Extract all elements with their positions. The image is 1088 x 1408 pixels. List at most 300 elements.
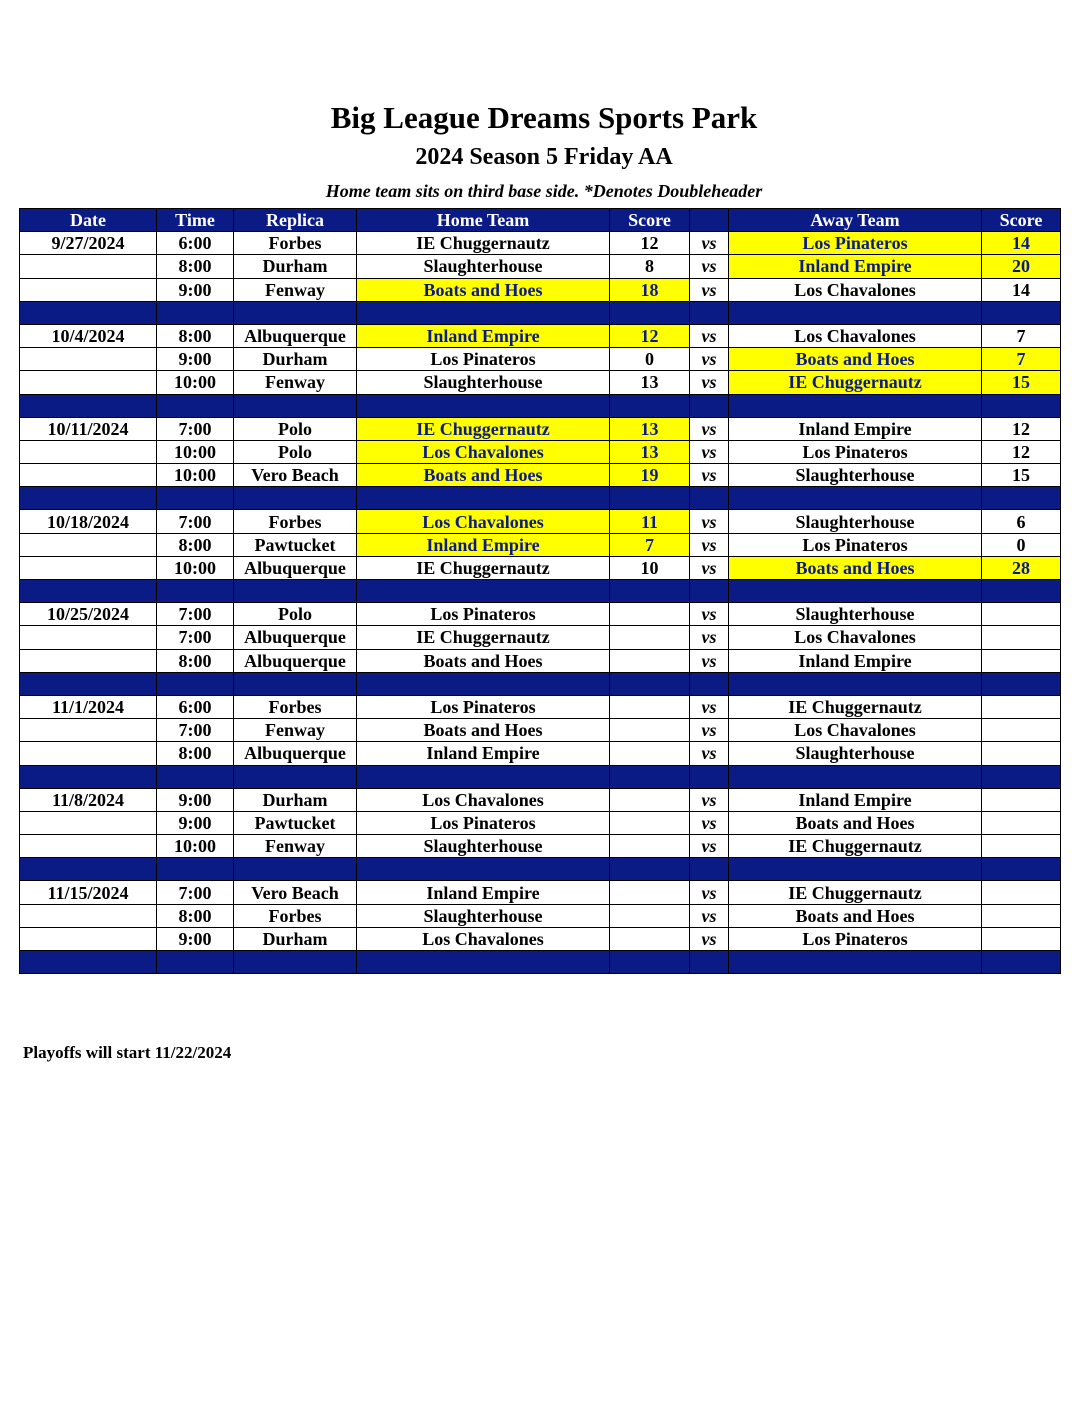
- game-row: [20, 649, 1061, 672]
- separator-cell: [157, 765, 234, 788]
- home-score: 7: [610, 533, 690, 556]
- separator-cell: [157, 672, 234, 695]
- home-score: 13: [610, 440, 690, 463]
- game-date: [20, 556, 157, 579]
- separator-cell: [690, 765, 729, 788]
- game-date: 11/8/2024: [20, 788, 157, 811]
- game-time: 7:00: [157, 417, 234, 440]
- column-header-time: Time: [157, 209, 234, 232]
- away-team: Los Pinateros: [729, 927, 982, 950]
- game-row: [20, 603, 1061, 626]
- separator-cell: [610, 951, 690, 974]
- game-date: 9/27/2024: [20, 232, 157, 255]
- vs-label: vs: [690, 232, 729, 255]
- separator-cell: [20, 858, 157, 881]
- week-separator-row: [20, 301, 1061, 324]
- home-score: 11: [610, 510, 690, 533]
- away-team: IE Chuggernautz: [729, 835, 982, 858]
- game-date: [20, 278, 157, 301]
- game-time: 9:00: [157, 811, 234, 834]
- separator-cell: [234, 580, 357, 603]
- away-team: IE Chuggernautz: [729, 695, 982, 718]
- separator-cell: [357, 580, 610, 603]
- away-score: [982, 626, 1061, 649]
- home-score: [610, 603, 690, 626]
- home-team: IE Chuggernautz: [357, 556, 610, 579]
- separator-cell: [729, 951, 982, 974]
- home-score: [610, 835, 690, 858]
- game-replica: Fenway: [234, 719, 357, 742]
- home-score: [610, 811, 690, 834]
- vs-label: vs: [690, 626, 729, 649]
- game-replica: Forbes: [234, 904, 357, 927]
- away-team: Los Chavalones: [729, 626, 982, 649]
- away-team: Inland Empire: [729, 788, 982, 811]
- game-replica: Forbes: [234, 510, 357, 533]
- vs-label: vs: [690, 742, 729, 765]
- separator-cell: [234, 487, 357, 510]
- home-team: Los Pinateros: [357, 811, 610, 834]
- game-time: 7:00: [157, 603, 234, 626]
- separator-cell: [357, 951, 610, 974]
- game-replica: Albuquerque: [234, 626, 357, 649]
- separator-cell: [690, 487, 729, 510]
- home-team: Los Chavalones: [357, 440, 610, 463]
- page-subtitle: 2024 Season 5 Friday AA: [415, 144, 673, 170]
- week-separator-row: [20, 765, 1061, 788]
- game-replica: Fenway: [234, 371, 357, 394]
- game-time: 9:00: [157, 788, 234, 811]
- separator-cell: [610, 580, 690, 603]
- home-team: Los Pinateros: [357, 603, 610, 626]
- game-date: 10/25/2024: [20, 603, 157, 626]
- separator-cell: [982, 394, 1061, 417]
- home-score: 12: [610, 232, 690, 255]
- separator-cell: [357, 672, 610, 695]
- separator-cell: [610, 394, 690, 417]
- vs-label: vs: [690, 464, 729, 487]
- game-replica: Albuquerque: [234, 649, 357, 672]
- game-time: 10:00: [157, 371, 234, 394]
- game-replica: Albuquerque: [234, 742, 357, 765]
- away-score: [982, 649, 1061, 672]
- playoffs-note: Playoffs will start 11/22/2024: [23, 1043, 232, 1062]
- away-team: Inland Empire: [729, 417, 982, 440]
- home-team: Boats and Hoes: [357, 464, 610, 487]
- separator-cell: [20, 487, 157, 510]
- game-time: 8:00: [157, 324, 234, 347]
- game-time: 8:00: [157, 255, 234, 278]
- separator-cell: [157, 301, 234, 324]
- home-team: Slaughterhouse: [357, 371, 610, 394]
- schedule-table: [19, 208, 1061, 974]
- away-score: 12: [982, 440, 1061, 463]
- separator-cell: [20, 580, 157, 603]
- home-score: 12: [610, 324, 690, 347]
- vs-label: vs: [690, 440, 729, 463]
- home-score: 13: [610, 417, 690, 440]
- game-row: [20, 927, 1061, 950]
- game-replica: Polo: [234, 417, 357, 440]
- game-date: [20, 649, 157, 672]
- column-header-home-team: Home Team: [357, 209, 610, 232]
- game-date: [20, 626, 157, 649]
- home-team: IE Chuggernautz: [357, 232, 610, 255]
- column-header-away-score: Score: [982, 209, 1061, 232]
- game-date: [20, 440, 157, 463]
- home-score: 19: [610, 464, 690, 487]
- schedule-body: [20, 232, 1061, 974]
- home-team: IE Chuggernautz: [357, 626, 610, 649]
- separator-cell: [610, 301, 690, 324]
- home-score: [610, 927, 690, 950]
- vs-label: vs: [690, 371, 729, 394]
- away-score: 14: [982, 232, 1061, 255]
- separator-cell: [157, 394, 234, 417]
- game-row: [20, 533, 1061, 556]
- separator-cell: [610, 487, 690, 510]
- game-date: [20, 255, 157, 278]
- away-score: 7: [982, 324, 1061, 347]
- away-score: [982, 927, 1061, 950]
- separator-cell: [729, 301, 982, 324]
- vs-label: vs: [690, 255, 729, 278]
- home-score: [610, 904, 690, 927]
- separator-cell: [20, 765, 157, 788]
- away-score: 20: [982, 255, 1061, 278]
- home-team: Los Chavalones: [357, 927, 610, 950]
- separator-cell: [982, 672, 1061, 695]
- separator-cell: [982, 487, 1061, 510]
- game-date: [20, 464, 157, 487]
- game-replica: Albuquerque: [234, 324, 357, 347]
- game-date: 11/15/2024: [20, 881, 157, 904]
- game-time: 10:00: [157, 464, 234, 487]
- home-score: 8: [610, 255, 690, 278]
- game-row: [20, 278, 1061, 301]
- vs-label: vs: [690, 719, 729, 742]
- vs-label: vs: [690, 788, 729, 811]
- home-team: Boats and Hoes: [357, 278, 610, 301]
- away-score: [982, 904, 1061, 927]
- column-header-away-team: Away Team: [729, 209, 982, 232]
- separator-cell: [729, 487, 982, 510]
- home-team: Los Pinateros: [357, 695, 610, 718]
- game-date: [20, 371, 157, 394]
- column-header-vs: [690, 209, 729, 232]
- away-score: [982, 881, 1061, 904]
- game-replica: Albuquerque: [234, 556, 357, 579]
- away-team: Los Chavalones: [729, 719, 982, 742]
- week-separator-row: [20, 487, 1061, 510]
- game-time: 8:00: [157, 904, 234, 927]
- vs-label: vs: [690, 348, 729, 371]
- game-date: 10/4/2024: [20, 324, 157, 347]
- away-score: [982, 835, 1061, 858]
- game-date: [20, 904, 157, 927]
- separator-cell: [729, 580, 982, 603]
- vs-label: vs: [690, 324, 729, 347]
- away-team: Boats and Hoes: [729, 348, 982, 371]
- game-time: 9:00: [157, 348, 234, 371]
- home-score: [610, 742, 690, 765]
- separator-cell: [234, 301, 357, 324]
- game-row: [20, 881, 1061, 904]
- game-time: 8:00: [157, 649, 234, 672]
- away-score: 28: [982, 556, 1061, 579]
- separator-cell: [729, 394, 982, 417]
- vs-label: vs: [690, 927, 729, 950]
- separator-cell: [690, 394, 729, 417]
- separator-cell: [610, 672, 690, 695]
- game-row: [20, 719, 1061, 742]
- home-team: Los Chavalones: [357, 788, 610, 811]
- home-team: Inland Empire: [357, 324, 610, 347]
- separator-cell: [20, 301, 157, 324]
- separator-cell: [690, 858, 729, 881]
- separator-cell: [357, 765, 610, 788]
- home-score: 10: [610, 556, 690, 579]
- separator-cell: [157, 951, 234, 974]
- game-time: 7:00: [157, 510, 234, 533]
- home-team: IE Chuggernautz: [357, 417, 610, 440]
- game-time: 10:00: [157, 835, 234, 858]
- game-time: 10:00: [157, 556, 234, 579]
- game-replica: Fenway: [234, 278, 357, 301]
- away-team: Slaughterhouse: [729, 742, 982, 765]
- away-team: Los Pinateros: [729, 533, 982, 556]
- game-date: [20, 927, 157, 950]
- away-team: Boats and Hoes: [729, 904, 982, 927]
- away-team: Los Pinateros: [729, 440, 982, 463]
- game-time: 6:00: [157, 232, 234, 255]
- separator-cell: [690, 580, 729, 603]
- separator-cell: [234, 951, 357, 974]
- game-replica: Vero Beach: [234, 464, 357, 487]
- game-row: [20, 904, 1061, 927]
- away-score: 12: [982, 417, 1061, 440]
- separator-cell: [982, 301, 1061, 324]
- game-row: [20, 510, 1061, 533]
- away-score: 14: [982, 278, 1061, 301]
- separator-cell: [20, 951, 157, 974]
- game-date: 10/11/2024: [20, 417, 157, 440]
- away-score: [982, 695, 1061, 718]
- away-team: Los Pinateros: [729, 232, 982, 255]
- separator-cell: [690, 301, 729, 324]
- game-time: 7:00: [157, 719, 234, 742]
- away-team: Slaughterhouse: [729, 603, 982, 626]
- separator-cell: [729, 765, 982, 788]
- separator-cell: [234, 858, 357, 881]
- separator-cell: [234, 672, 357, 695]
- game-date: [20, 348, 157, 371]
- separator-cell: [234, 394, 357, 417]
- away-team: Los Chavalones: [729, 278, 982, 301]
- game-date: [20, 719, 157, 742]
- separator-cell: [982, 765, 1061, 788]
- away-team: Los Chavalones: [729, 324, 982, 347]
- separator-cell: [357, 301, 610, 324]
- separator-cell: [157, 487, 234, 510]
- column-header-home-score: Score: [610, 209, 690, 232]
- away-score: 15: [982, 371, 1061, 394]
- game-replica: Durham: [234, 927, 357, 950]
- vs-label: vs: [690, 533, 729, 556]
- game-replica: Fenway: [234, 835, 357, 858]
- game-row: [20, 232, 1061, 255]
- home-score: [610, 695, 690, 718]
- game-date: [20, 742, 157, 765]
- column-header-replica: Replica: [234, 209, 357, 232]
- game-row: [20, 835, 1061, 858]
- away-score: 6: [982, 510, 1061, 533]
- vs-label: vs: [690, 904, 729, 927]
- away-score: [982, 719, 1061, 742]
- separator-cell: [357, 394, 610, 417]
- home-team: Inland Empire: [357, 742, 610, 765]
- game-date: [20, 811, 157, 834]
- vs-label: vs: [690, 835, 729, 858]
- home-team: Los Pinateros: [357, 348, 610, 371]
- game-replica: Polo: [234, 603, 357, 626]
- game-date: [20, 835, 157, 858]
- separator-cell: [982, 858, 1061, 881]
- game-row: [20, 464, 1061, 487]
- game-replica: Durham: [234, 255, 357, 278]
- vs-label: vs: [690, 603, 729, 626]
- week-separator-row: [20, 858, 1061, 881]
- game-row: [20, 371, 1061, 394]
- separator-cell: [982, 951, 1061, 974]
- vs-label: vs: [690, 881, 729, 904]
- separator-cell: [234, 765, 357, 788]
- home-team: Slaughterhouse: [357, 904, 610, 927]
- separator-cell: [610, 858, 690, 881]
- game-replica: Vero Beach: [234, 881, 357, 904]
- game-time: 7:00: [157, 626, 234, 649]
- game-row: [20, 255, 1061, 278]
- home-team: Boats and Hoes: [357, 719, 610, 742]
- home-score: 0: [610, 348, 690, 371]
- page-title: Big League Dreams Sports Park: [330, 100, 758, 135]
- vs-label: vs: [690, 649, 729, 672]
- separator-cell: [157, 580, 234, 603]
- game-row: [20, 811, 1061, 834]
- home-score: [610, 649, 690, 672]
- home-team: Inland Empire: [357, 881, 610, 904]
- game-row: [20, 348, 1061, 371]
- week-separator-row: [20, 672, 1061, 695]
- away-team: Slaughterhouse: [729, 464, 982, 487]
- game-replica: Forbes: [234, 695, 357, 718]
- game-row: [20, 440, 1061, 463]
- separator-cell: [610, 765, 690, 788]
- away-score: 7: [982, 348, 1061, 371]
- game-replica: Polo: [234, 440, 357, 463]
- vs-label: vs: [690, 695, 729, 718]
- vs-label: vs: [690, 417, 729, 440]
- away-score: 0: [982, 533, 1061, 556]
- game-replica: Pawtucket: [234, 811, 357, 834]
- away-team: IE Chuggernautz: [729, 881, 982, 904]
- game-replica: Durham: [234, 788, 357, 811]
- week-separator-row: [20, 394, 1061, 417]
- game-row: [20, 788, 1061, 811]
- away-team: IE Chuggernautz: [729, 371, 982, 394]
- game-date: 10/18/2024: [20, 510, 157, 533]
- game-row: [20, 417, 1061, 440]
- vs-label: vs: [690, 510, 729, 533]
- away-score: [982, 811, 1061, 834]
- separator-cell: [729, 672, 982, 695]
- vs-label: vs: [690, 278, 729, 301]
- home-team: Boats and Hoes: [357, 649, 610, 672]
- schedule-note: Home team sits on third base side. *Denotes Doubleheader: [325, 181, 763, 201]
- away-score: [982, 788, 1061, 811]
- away-score: [982, 603, 1061, 626]
- vs-label: vs: [690, 556, 729, 579]
- game-row: [20, 626, 1061, 649]
- game-row: [20, 742, 1061, 765]
- game-time: 9:00: [157, 278, 234, 301]
- home-team: Slaughterhouse: [357, 255, 610, 278]
- home-score: [610, 881, 690, 904]
- away-score: 15: [982, 464, 1061, 487]
- game-time: 8:00: [157, 533, 234, 556]
- home-score: 18: [610, 278, 690, 301]
- home-score: [610, 719, 690, 742]
- game-row: [20, 556, 1061, 579]
- separator-cell: [729, 858, 982, 881]
- home-score: [610, 788, 690, 811]
- home-score: [610, 626, 690, 649]
- game-replica: Durham: [234, 348, 357, 371]
- separator-cell: [157, 858, 234, 881]
- separator-cell: [690, 951, 729, 974]
- game-time: 8:00: [157, 742, 234, 765]
- game-time: 7:00: [157, 881, 234, 904]
- away-team: Slaughterhouse: [729, 510, 982, 533]
- home-team: Inland Empire: [357, 533, 610, 556]
- week-separator-row: [20, 951, 1061, 974]
- header-row: [20, 209, 1061, 232]
- separator-cell: [982, 580, 1061, 603]
- game-row: [20, 695, 1061, 718]
- home-score: 13: [610, 371, 690, 394]
- home-team: Los Chavalones: [357, 510, 610, 533]
- home-team: Slaughterhouse: [357, 835, 610, 858]
- game-time: 9:00: [157, 927, 234, 950]
- column-header-date: Date: [20, 209, 157, 232]
- separator-cell: [690, 672, 729, 695]
- game-row: [20, 324, 1061, 347]
- away-team: Boats and Hoes: [729, 811, 982, 834]
- away-score: [982, 742, 1061, 765]
- separator-cell: [20, 672, 157, 695]
- separator-cell: [20, 394, 157, 417]
- away-team: Inland Empire: [729, 255, 982, 278]
- game-replica: Pawtucket: [234, 533, 357, 556]
- game-date: [20, 533, 157, 556]
- game-time: 10:00: [157, 440, 234, 463]
- week-separator-row: [20, 580, 1061, 603]
- game-replica: Forbes: [234, 232, 357, 255]
- separator-cell: [357, 858, 610, 881]
- away-team: Boats and Hoes: [729, 556, 982, 579]
- separator-cell: [357, 487, 610, 510]
- game-time: 6:00: [157, 695, 234, 718]
